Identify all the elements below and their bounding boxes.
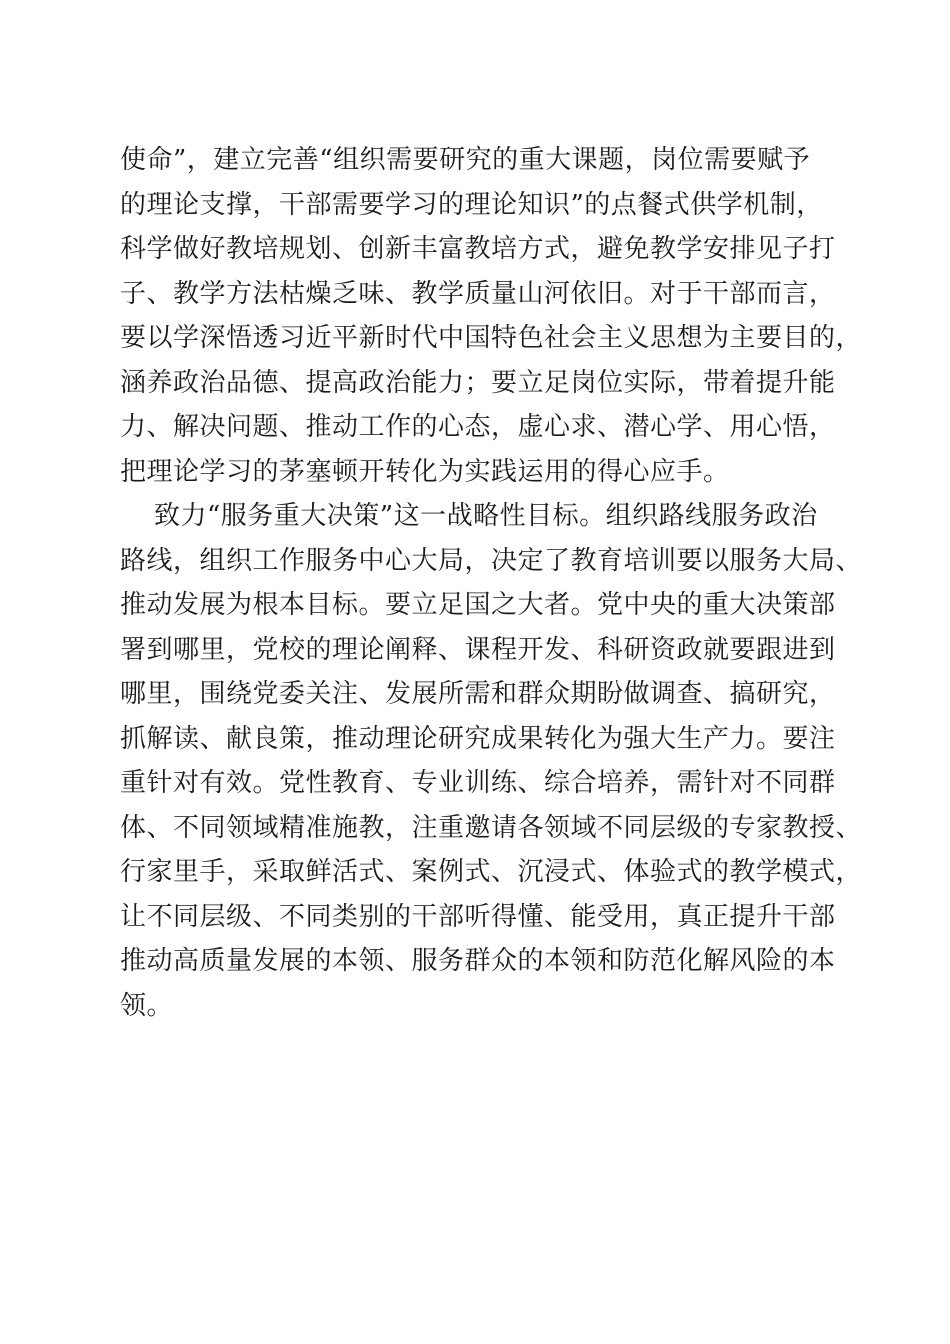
text-line: 涵养政治品德、提高政治能力；要立足岗位实际，带着提升能 [120,367,836,398]
text-line: 子、教学方法枯燥乏味、教学质量山河依旧。对于干部而言， [120,278,836,309]
paragraph-1 [120,138,863,494]
text-line: 致力“服务重大决策”这一战略性目标。组织路线服务政治 [154,501,818,531]
text-line: 使命”，建立完善“组织需要研究的重大课题，岗位需要赋予 [120,145,811,175]
text-line: 要以学深悟透习近平新时代中国特色社会主义思想为主要目的， [120,323,863,353]
text-line: 署到哪里，党校的理论阐释、课程开发、科研资政就要跟进到 [120,634,836,665]
text-line: 推动高质量发展的本领、服务群众的本领和防范化解风险的本 [120,946,836,976]
text-line: 让不同层级、不同类别的干部听得懂、能受用，真正提升干部 [120,901,836,932]
text-line: 科学做好教培规划、创新丰富教培方式，避免教学安排见子打 [120,234,836,264]
text-line: 领。 [120,990,174,1021]
text-line: 哪里，围绕党委关注、发展所需和群众期盼做调查、搞研究， [120,679,836,709]
text-line: 把理论学习的茅塞顿开转化为实践运用的得心应手。 [120,456,730,487]
paragraph-2 [120,494,863,1028]
text-line: 体、不同领域精准施教，注重邀请各领域不同层级的专家教授、 [120,812,863,843]
document-body [120,138,863,1028]
text-line: 重针对有效。党性教育、专业训练、综合培养，需针对不同群 [120,768,836,798]
text-line: 行家里手，采取鲜活式、案例式、沉浸式、体验式的教学模式， [120,857,863,887]
text-line: 推动发展为根本目标。要立足国之大者。党中央的重大决策部 [120,590,836,620]
text-line: 的理论支撑，干部需要学习的理论知识”的点餐式供学机制， [120,189,823,220]
text-line: 路线，组织工作服务中心大局，决定了教育培训要以服务大局、 [120,545,863,576]
text-line: 力、解决问题、推动工作的心态，虚心求、潜心学、用心悟， [120,412,836,442]
text-line: 抓解读、献良策，推动理论研究成果转化为强大生产力。要注 [120,723,836,754]
